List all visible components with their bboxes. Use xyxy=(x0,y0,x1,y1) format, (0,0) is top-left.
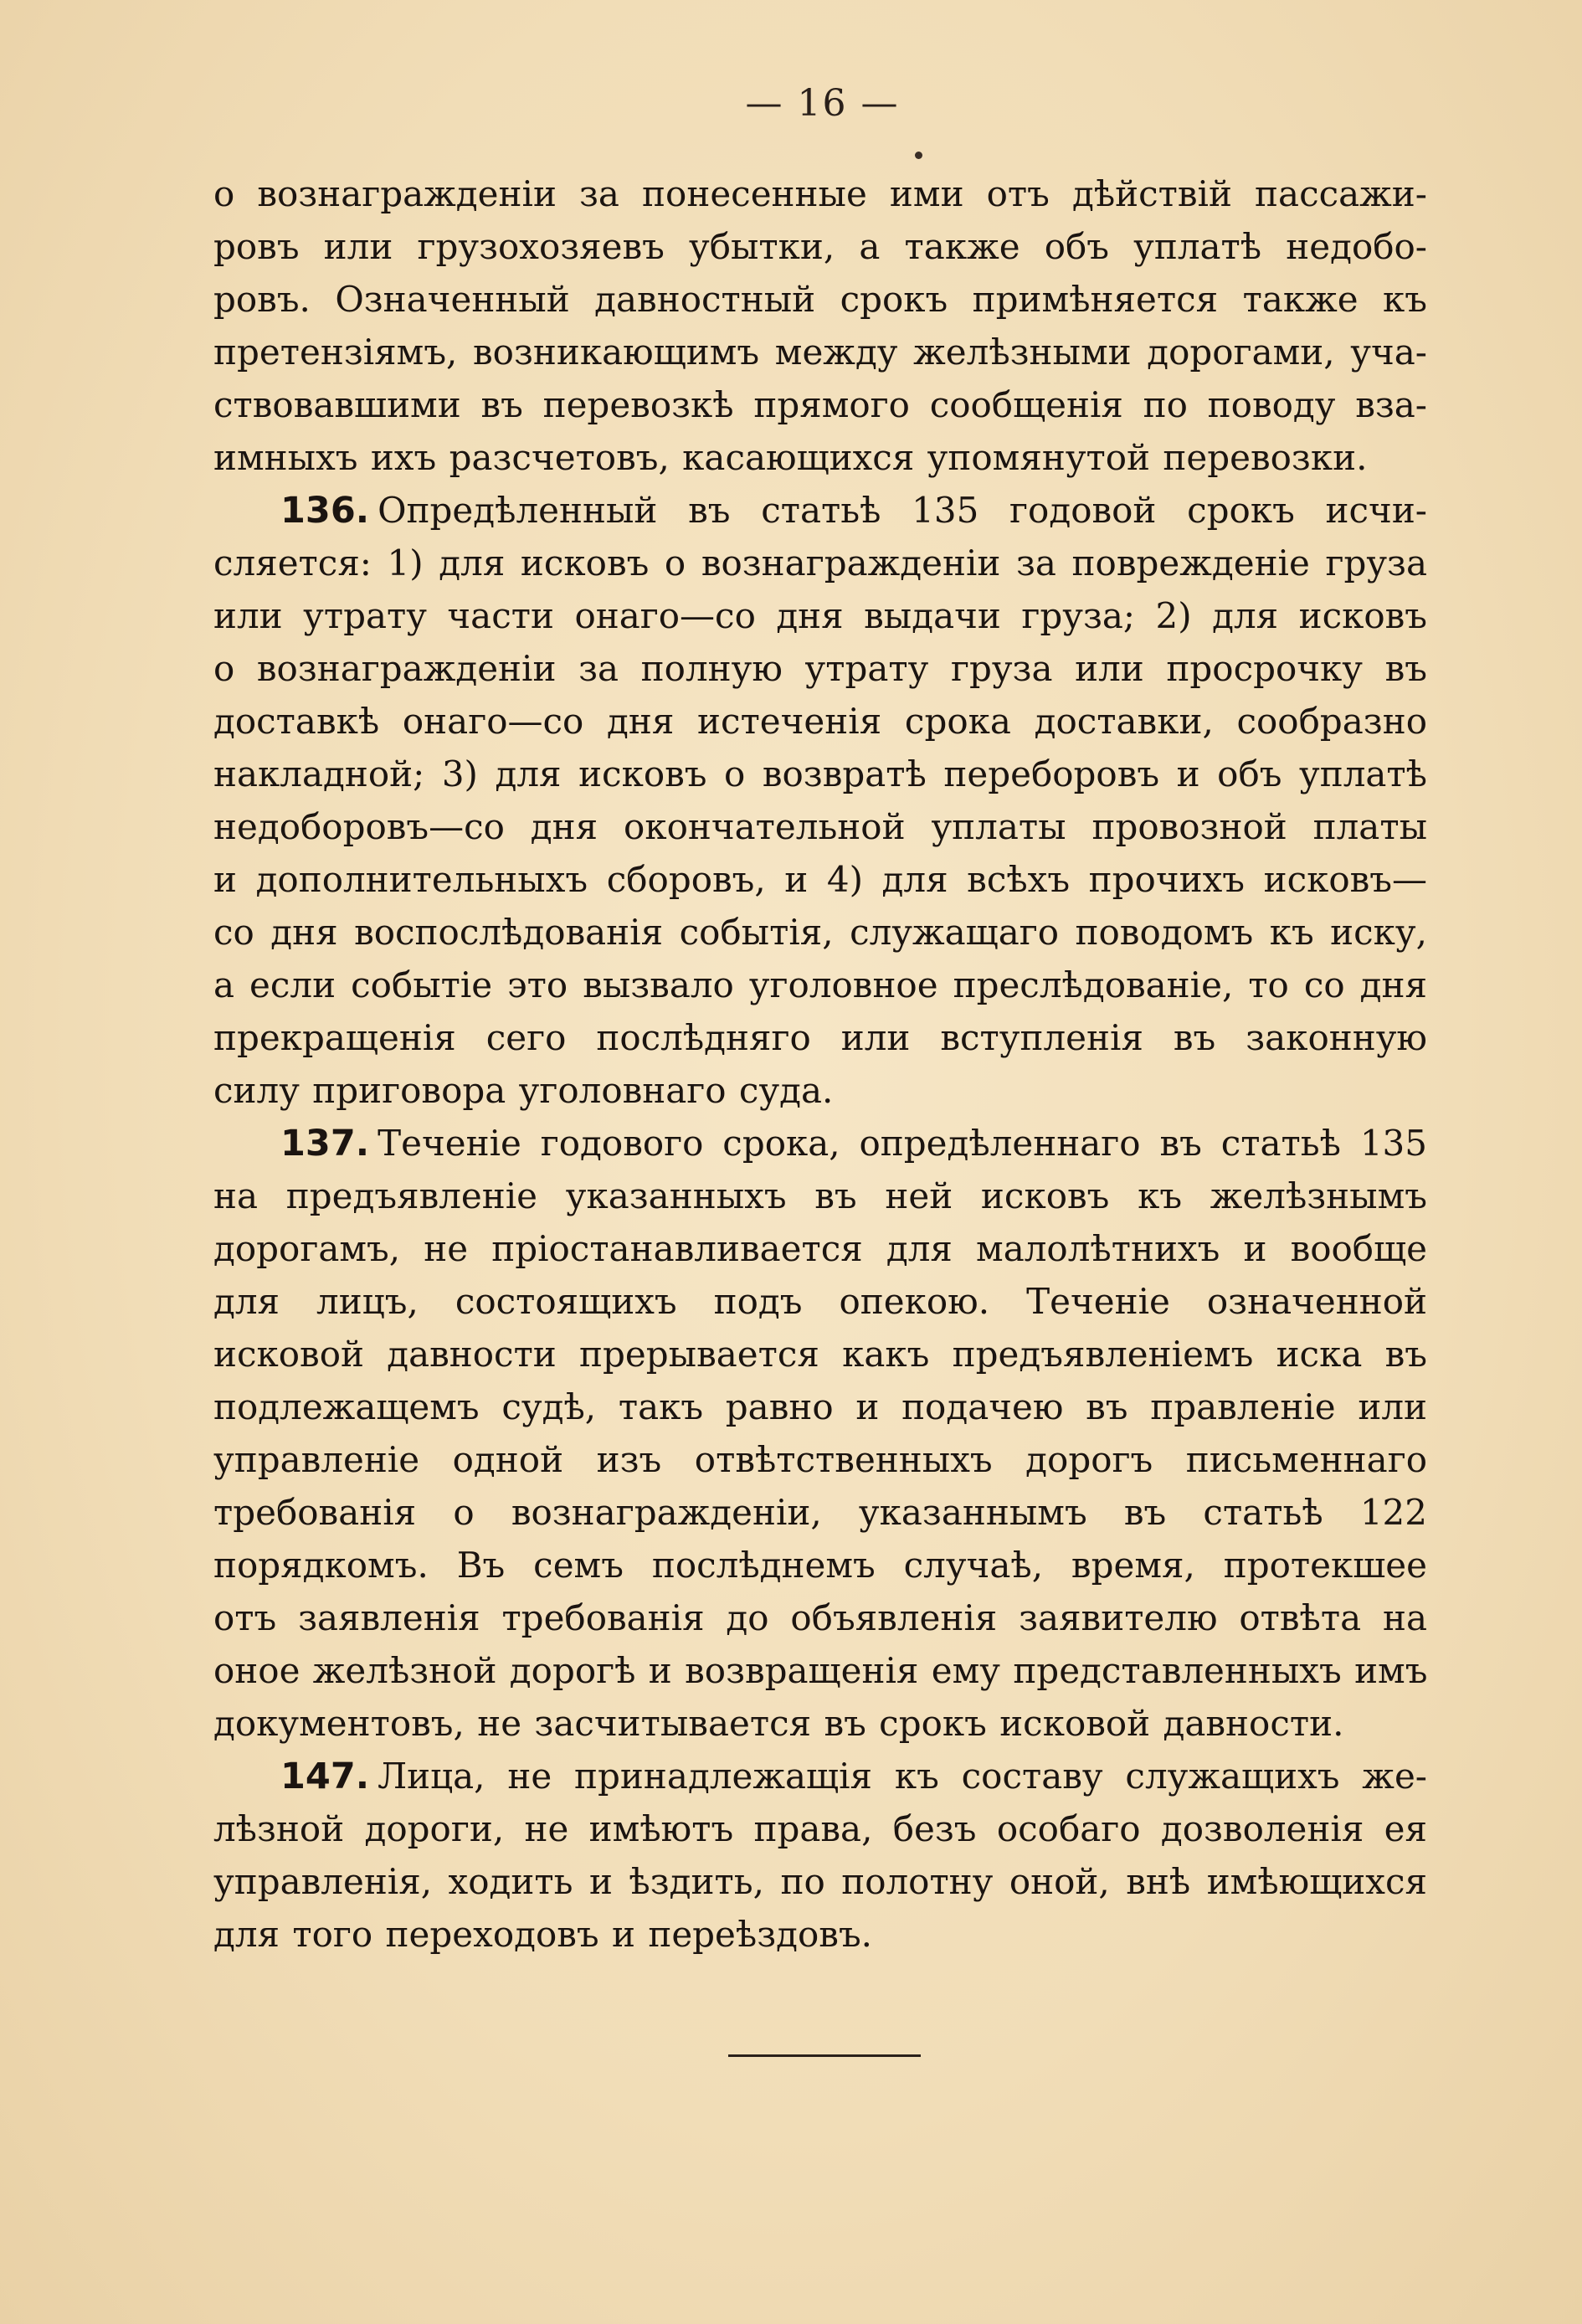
text-line xyxy=(213,1486,1427,1539)
text-line xyxy=(213,959,1427,1011)
line-text: на предъявленіе указанныхъ въ ней исковъ къ желѣзнымъ xyxy=(213,1175,1427,1216)
line-text: Опредѣленный въ статьѣ 135 годовой срокъ исчи- xyxy=(378,490,1427,531)
text-line xyxy=(213,1328,1427,1381)
line-text: о вознагражденіи за полную утрату груза или просрочку въ xyxy=(213,648,1427,689)
line-text: сляется: 1) для исковъ о вознагражденіи за поврежденіе груза xyxy=(213,542,1427,584)
article-first-line xyxy=(213,484,1427,537)
line-text: для лицъ, состоящихъ подъ опекою. Теченіе означенной xyxy=(213,1281,1427,1322)
line-text: прекращенія сего послѣдняго или вступленія въ законную xyxy=(213,1017,1427,1058)
text-line xyxy=(213,800,1427,853)
article-first-line xyxy=(213,1750,1427,1802)
text-line xyxy=(213,431,1427,484)
text-line xyxy=(213,1644,1427,1697)
text-line xyxy=(213,1908,1427,1961)
line-text: силу приговора уголовнаго суда. xyxy=(213,1070,834,1111)
text-line xyxy=(213,1802,1427,1855)
ink-speck xyxy=(915,152,922,159)
line-text: накладной; 3) для исковъ о возвратѣ переборовъ и объ уплатѣ xyxy=(213,753,1427,794)
text-line xyxy=(213,1222,1427,1275)
body-text xyxy=(213,167,1427,1961)
line-text: со дня воспослѣдованія событія, служащаго поводомъ къ иску, xyxy=(213,912,1427,953)
text-line xyxy=(213,853,1427,906)
line-text: ровъ. Означенный давностный срокъ примѣняется также къ xyxy=(213,279,1427,320)
text-line xyxy=(213,537,1427,589)
line-text: претензіямъ, возникающимъ между желѣзными дорогами, уча- xyxy=(213,332,1427,373)
line-text: лѣзной дороги, не имѣютъ права, безъ особаго дозволенія ея xyxy=(213,1808,1427,1849)
line-text: а если событіе это вызвало уголовное преслѣдованіе, то со дня xyxy=(213,964,1427,1005)
line-text: дорогамъ, не пріостанавливается для малолѣтнихъ и вообще xyxy=(213,1228,1427,1269)
line-text: управленія, ходить и ѣздить, по полотну оной, внѣ имѣющихся xyxy=(213,1861,1427,1902)
line-text: ствовавшими въ перевозкѣ прямого сообщенія по поводу вза- xyxy=(213,384,1427,425)
page-number: — 16 — xyxy=(745,82,900,125)
line-text: доставкѣ онаго—со дня истеченія срока доставки, сообразно xyxy=(213,701,1427,742)
text-line xyxy=(213,642,1427,695)
text-line xyxy=(213,378,1427,431)
text-line xyxy=(213,1011,1427,1064)
text-line xyxy=(213,1539,1427,1591)
text-line xyxy=(213,589,1427,642)
line-text: отъ заявленія требованія до объявленія заявителю отвѣта на xyxy=(213,1597,1427,1638)
line-text: оное желѣзной дорогѣ и возвращенія ему представленныхъ имъ xyxy=(213,1650,1428,1691)
text-line xyxy=(213,273,1427,326)
article-number: 136. xyxy=(280,490,370,532)
line-text: ровъ или грузохозяевъ убытки, а также объ уплатѣ недобо- xyxy=(213,226,1427,267)
text-line xyxy=(213,1433,1427,1486)
line-text: исковой давности прерывается какъ предъявленіемъ иска въ xyxy=(213,1334,1427,1375)
line-text: порядкомъ. Въ семъ послѣднемъ случаѣ, время, протекшее xyxy=(213,1545,1427,1586)
line-text: или утрату части онаго—со дня выдачи груза; 2) для исковъ xyxy=(213,595,1427,636)
line-text: имныхъ ихъ разсчетовъ, касающихся упомянутой перевозки. xyxy=(213,437,1368,478)
line-text: о вознагражденіи за понесенные ими отъ дѣйствій пассажи- xyxy=(213,173,1427,214)
text-line xyxy=(213,1697,1427,1750)
article-first-line xyxy=(213,1117,1427,1170)
text-line xyxy=(213,1591,1427,1644)
line-text: управленіе одной изъ отвѣтственныхъ дорогъ письменнаго xyxy=(213,1439,1427,1480)
text-line xyxy=(213,326,1427,378)
article-number: 137. xyxy=(280,1123,370,1165)
line-text: недоборовъ—со дня окончательной уплаты провозной платы xyxy=(213,806,1427,847)
text-line xyxy=(213,220,1427,273)
closing-rule xyxy=(728,2054,921,2057)
text-line xyxy=(213,1855,1427,1908)
article-number: 147. xyxy=(280,1756,370,1797)
text-line xyxy=(213,748,1427,800)
text-line xyxy=(213,906,1427,959)
text-line xyxy=(213,1275,1427,1328)
text-line xyxy=(213,1170,1427,1222)
line-text: и дополнительныхъ сборовъ, и 4) для всѣхъ прочихъ исковъ— xyxy=(213,859,1427,900)
line-text: для того переходовъ и переѣздовъ. xyxy=(213,1914,873,1955)
text-line xyxy=(213,1064,1427,1117)
line-text: документовъ, не засчитывается въ срокъ исковой давности. xyxy=(213,1703,1344,1744)
text-line xyxy=(213,167,1427,220)
line-text: Теченіе годового срока, опредѣленнаго въ статьѣ 135 xyxy=(378,1123,1427,1164)
line-text: требованія о вознагражденіи, указаннымъ въ статьѣ 122 xyxy=(213,1492,1427,1533)
text-line xyxy=(213,695,1427,748)
line-text: подлежащемъ судѣ, такъ равно и подачею въ правленіе или xyxy=(213,1386,1427,1427)
text-line xyxy=(213,1381,1427,1433)
line-text: Лица, не принадлежащія къ составу служащихъ же- xyxy=(378,1756,1427,1797)
